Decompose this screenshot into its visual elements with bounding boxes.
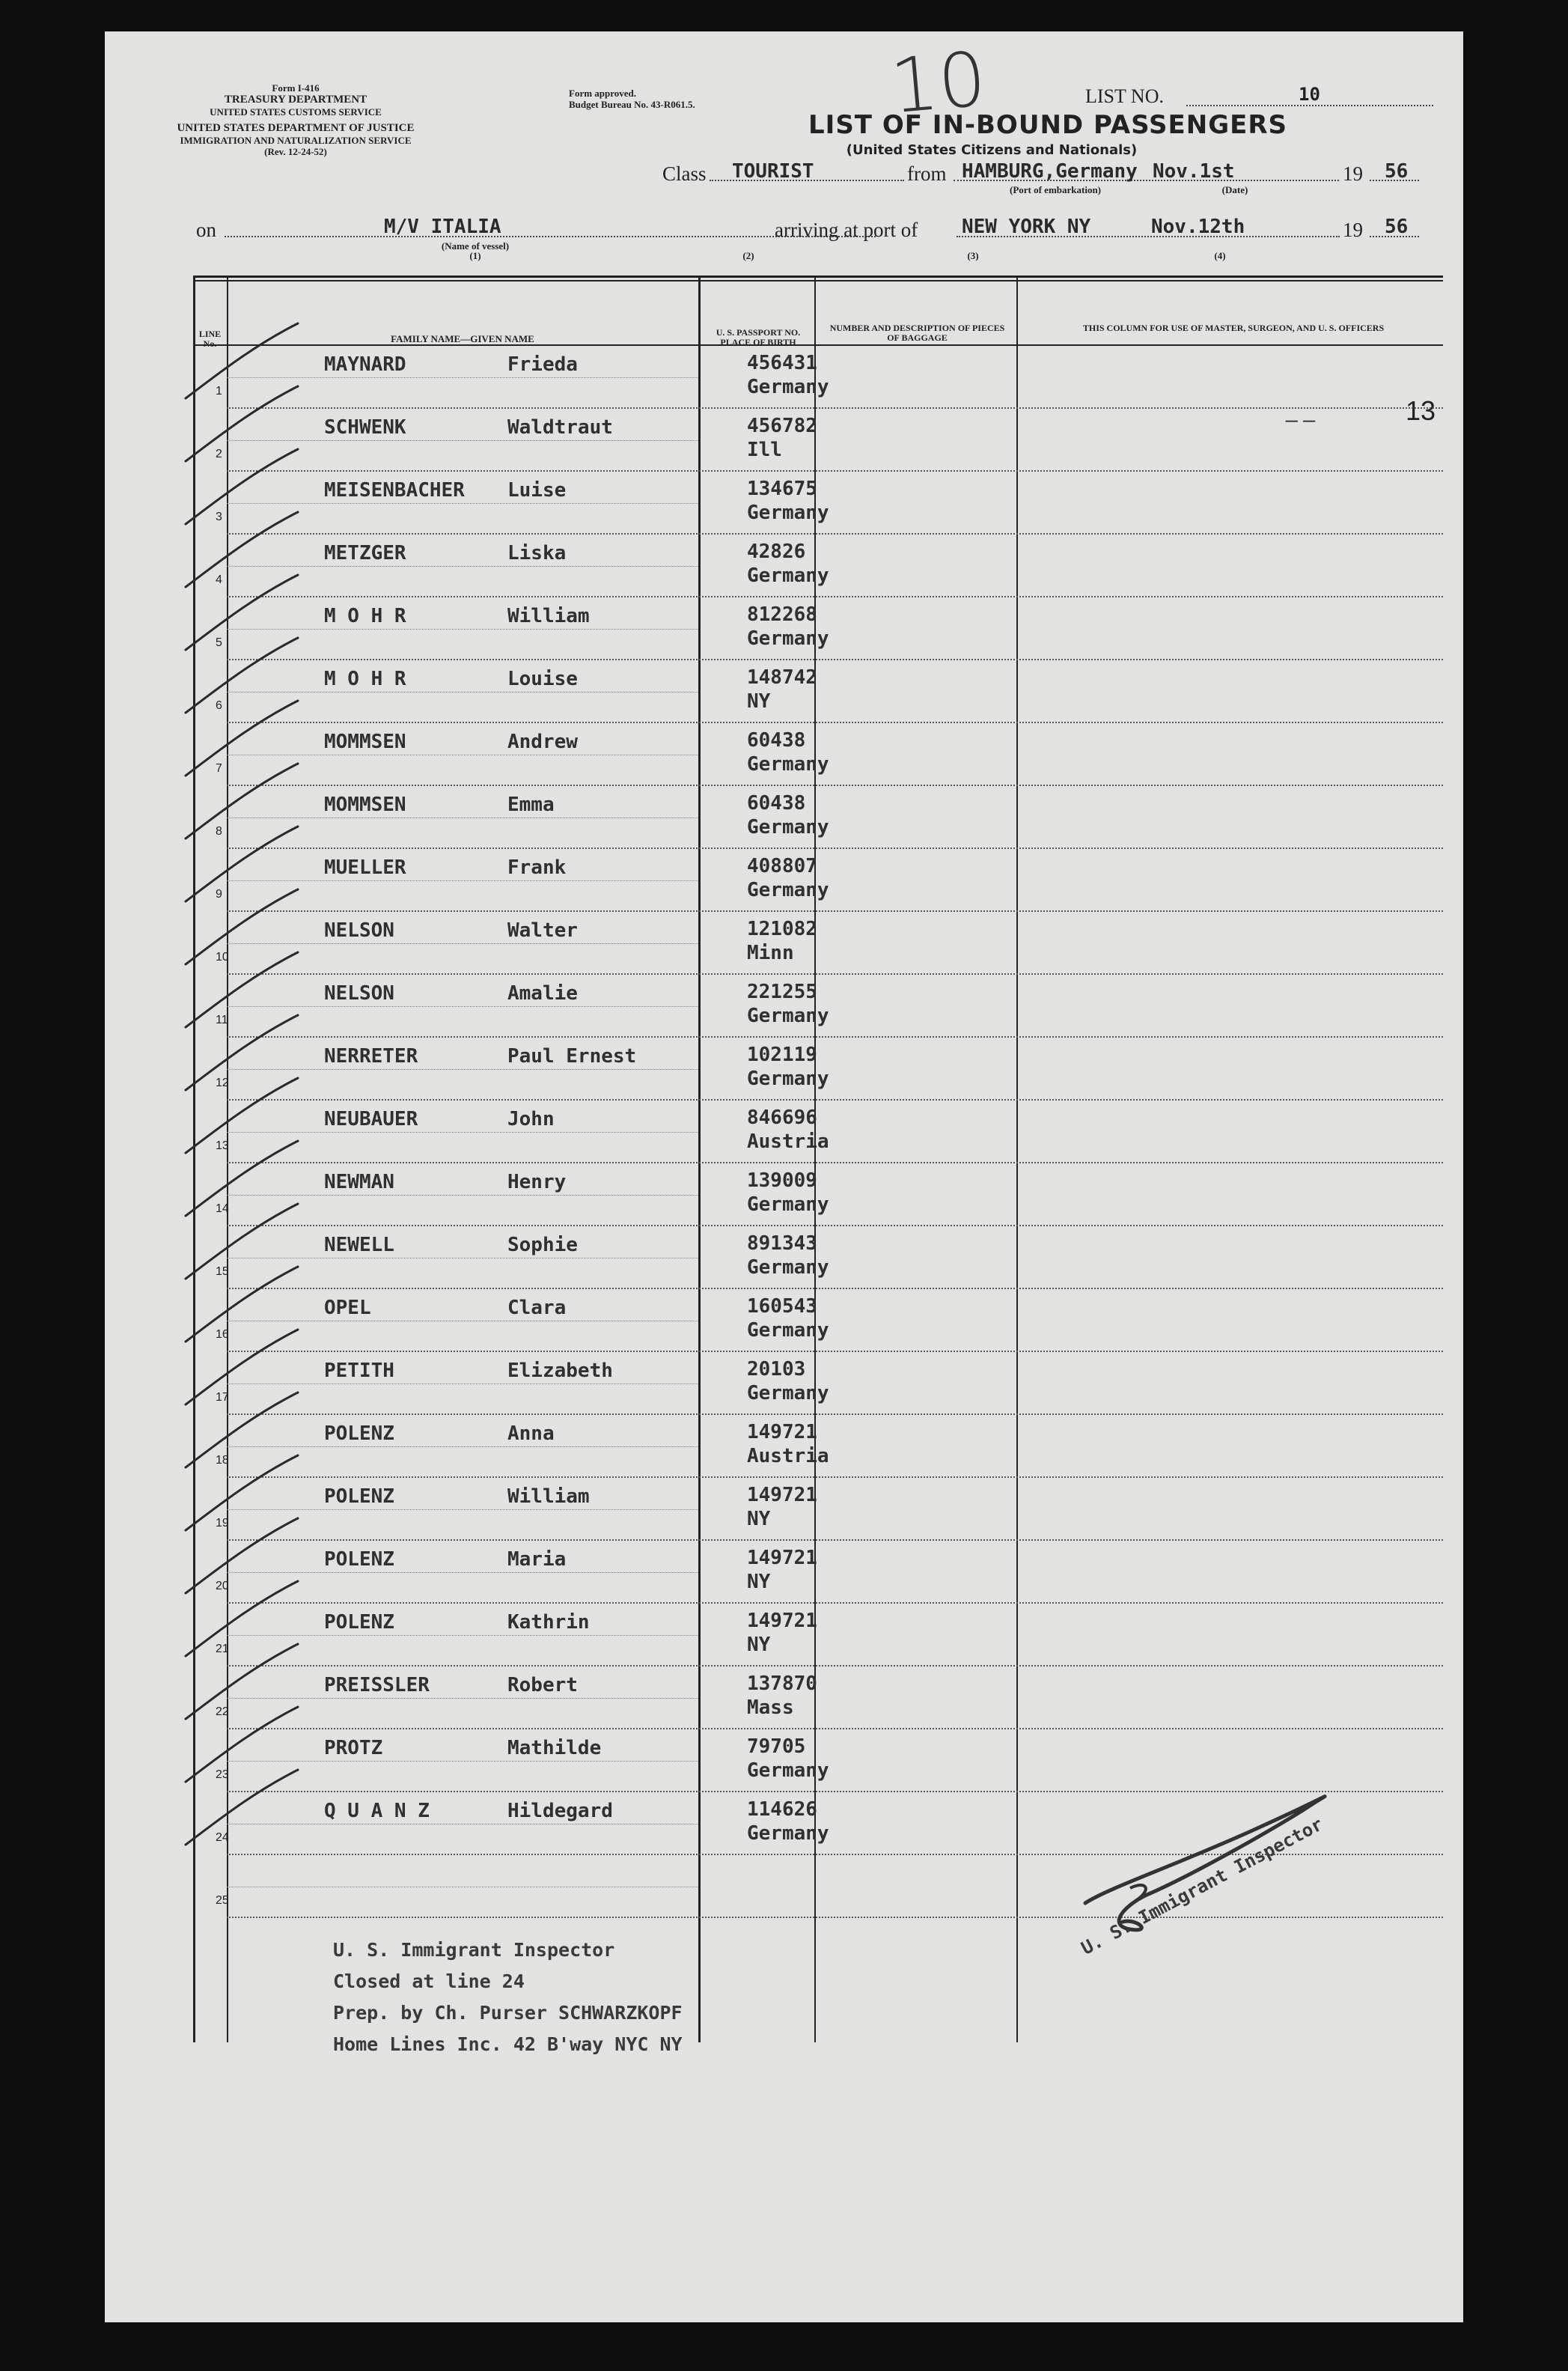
arrival-port-value: NEW YORK NY xyxy=(962,216,1091,238)
family-name: NEWMAN xyxy=(324,1171,394,1193)
year-value-1: 56 xyxy=(1385,160,1409,183)
family-name: POLENZ xyxy=(324,1548,394,1571)
given-name: Kathrin xyxy=(507,1611,590,1634)
rotated-inspector-stamp: U. S. Immigrant Inspector xyxy=(1078,1813,1327,1959)
family-name: SCHWENK xyxy=(324,416,406,439)
place-of-birth: NY xyxy=(747,1634,771,1656)
place-of-birth: Germany xyxy=(747,564,829,587)
header-passport: U. S. PASSPORT NO. PLACE OF BIRTH xyxy=(716,327,801,347)
header-name: FAMILY NAME—GIVEN NAME xyxy=(391,333,534,344)
family-name: PROTZ xyxy=(324,1737,383,1759)
family-name: POLENZ xyxy=(324,1611,394,1634)
passport-number: 160543 xyxy=(747,1295,817,1318)
footer-prepared-line: Prep. by Ch. Purser SCHWARZKOPF xyxy=(333,2002,683,2024)
line-number: 22 xyxy=(216,1705,229,1718)
document-title: LIST OF IN-BOUND PASSENGERS xyxy=(808,110,1287,140)
line-number: 18 xyxy=(216,1454,229,1467)
line-number: 15 xyxy=(216,1265,229,1278)
passport-number: 134675 xyxy=(747,478,817,500)
given-name: Amalie xyxy=(507,982,578,1005)
table-row xyxy=(193,1226,1443,1289)
place-of-birth: Germany xyxy=(747,1193,829,1216)
officer-note-number: 13 xyxy=(1406,395,1436,426)
given-name: Walter xyxy=(507,919,578,942)
passport-number: 149721 xyxy=(747,1547,817,1569)
table-row xyxy=(193,535,1443,597)
given-name: Waldtraut xyxy=(507,416,613,439)
table-row xyxy=(193,597,1443,660)
approval-line-1: Form approved. xyxy=(569,88,637,99)
year-value-2: 56 xyxy=(1385,216,1409,238)
handwritten-list-number: 10 xyxy=(887,34,990,131)
header-line-no: LINE No. xyxy=(198,329,222,349)
table-row xyxy=(193,849,1443,912)
line-number: 20 xyxy=(216,1580,229,1592)
place-of-birth: Austria xyxy=(747,1445,829,1467)
passport-number: 408807 xyxy=(747,855,817,877)
line-number: 9 xyxy=(216,888,222,901)
line-number: 21 xyxy=(216,1643,229,1655)
given-name: Frank xyxy=(507,856,567,879)
date-caption: (Date) xyxy=(1221,184,1248,195)
form-number: Form I-416 xyxy=(272,82,320,94)
family-name: METZGER xyxy=(324,542,406,564)
from-date-value: Nov.1st xyxy=(1153,160,1235,183)
place-of-birth: Germany xyxy=(747,376,829,398)
family-name: MEISENBACHER xyxy=(324,479,465,502)
line-number: 11 xyxy=(216,1014,228,1026)
given-name: Elizabeth xyxy=(507,1360,613,1382)
line-number: 13 xyxy=(216,1139,229,1152)
from-label: from xyxy=(907,162,947,185)
line-number: 3 xyxy=(216,511,222,523)
place-of-birth: Germany xyxy=(747,1256,829,1279)
passport-number: 121082 xyxy=(747,918,817,940)
passport-number: 42826 xyxy=(747,541,806,563)
line-number: 4 xyxy=(216,573,222,586)
table-row xyxy=(193,912,1443,975)
passport-number: 79705 xyxy=(747,1735,806,1758)
col-num-3: (3) xyxy=(967,250,979,261)
place-of-birth: NY xyxy=(747,690,771,713)
header-baggage: NUMBER AND DESCRIPTION OF PIECES OF BAGGAGE xyxy=(829,323,1005,343)
line-number: 7 xyxy=(216,762,222,775)
passport-number: 114626 xyxy=(747,1798,817,1821)
family-name: NEUBAUER xyxy=(324,1108,418,1130)
given-name: John xyxy=(507,1108,555,1130)
port-caption: (Port of embarkation) xyxy=(1009,184,1102,195)
family-name: MOMMSEN xyxy=(324,794,406,816)
family-name: NEWELL xyxy=(324,1234,394,1256)
line-number: 23 xyxy=(216,1768,229,1781)
year-prefix-2: 19 xyxy=(1343,219,1363,241)
place-of-birth: Minn xyxy=(747,942,794,964)
family-name: PREISSLER xyxy=(324,1674,430,1696)
place-of-birth: Austria xyxy=(747,1130,829,1153)
family-name: MOMMSEN xyxy=(324,731,406,753)
passport-number: 148742 xyxy=(747,666,817,689)
given-name: Maria xyxy=(507,1548,567,1571)
family-name: Q U A N Z xyxy=(324,1800,430,1822)
arrival-date-value: Nov.12th xyxy=(1151,216,1245,238)
table-row xyxy=(193,472,1443,535)
table-row xyxy=(193,1478,1443,1541)
given-name: William xyxy=(507,605,590,627)
given-name: Hildegard xyxy=(507,1800,613,1822)
given-name: Andrew xyxy=(507,731,578,753)
place-of-birth: Germany xyxy=(747,627,829,650)
line-number: 25 xyxy=(216,1894,229,1907)
footer-agent-line: Home Lines Inc. 42 B'way NYC NY xyxy=(333,2033,683,2055)
table-row xyxy=(193,1352,1443,1415)
place-of-birth: Germany xyxy=(747,1319,829,1342)
passport-number: 149721 xyxy=(747,1484,817,1506)
list-no-label: LIST NO. xyxy=(1085,85,1164,107)
table-top-rule xyxy=(193,276,1443,278)
line-number: 19 xyxy=(216,1517,229,1530)
approval-line-2: Budget Bureau No. 43-R061.5. xyxy=(569,99,695,110)
family-name: POLENZ xyxy=(324,1485,394,1508)
place-of-birth: NY xyxy=(747,1571,771,1593)
passport-number: 846696 xyxy=(747,1107,817,1129)
place-of-birth: Germany xyxy=(747,1759,829,1782)
table-row xyxy=(193,346,1443,409)
line-number: 12 xyxy=(216,1077,229,1089)
table-row xyxy=(193,1289,1443,1352)
passport-number: 891343 xyxy=(747,1232,817,1255)
justice-dept: UNITED STATES DEPARTMENT OF JUSTICE xyxy=(177,122,415,134)
table-row xyxy=(193,1541,1443,1604)
given-name: Luise xyxy=(507,479,567,502)
table-top-rule-2 xyxy=(193,280,1443,281)
header-officers: THIS COLUMN FOR USE OF MASTER, SURGEON, AND U. S. OFFICERS xyxy=(1082,323,1385,333)
table-row xyxy=(193,409,1443,472)
place-of-birth: Mass xyxy=(747,1696,794,1719)
passport-number: 60438 xyxy=(747,792,806,815)
passport-number: 149721 xyxy=(747,1421,817,1443)
col-num-2: (2) xyxy=(742,250,754,261)
place-of-birth: Germany xyxy=(747,879,829,901)
passport-number: 139009 xyxy=(747,1169,817,1192)
vessel-value: M/V ITALIA xyxy=(384,216,501,238)
given-name: Sophie xyxy=(507,1234,578,1256)
vessel-caption: (Name of vessel) xyxy=(441,240,510,252)
table-row xyxy=(193,1101,1443,1163)
given-name: Paul Ernest xyxy=(507,1045,637,1068)
place-of-birth: Germany xyxy=(747,502,829,524)
place-of-birth: Ill xyxy=(747,439,782,461)
list-no-text: 10 xyxy=(1299,84,1320,105)
class-label: Class xyxy=(662,162,707,185)
line-number: 1 xyxy=(216,385,222,398)
footer-inspector-line: U. S. Immigrant Inspector xyxy=(333,1939,615,1961)
ins-service: IMMIGRATION AND NATURALIZATION SERVICE xyxy=(180,135,412,146)
family-name: NELSON xyxy=(324,982,394,1005)
treasury-dept: TREASURY DEPARTMENT xyxy=(224,94,367,106)
given-name: Emma xyxy=(507,794,555,816)
place-of-birth: Germany xyxy=(747,1822,829,1845)
place-of-birth: Germany xyxy=(747,753,829,776)
arriving-label: arriving at port of xyxy=(775,219,918,241)
given-name: Frieda xyxy=(507,353,578,376)
place-of-birth: NY xyxy=(747,1508,771,1530)
line-number: 10 xyxy=(216,951,229,964)
family-name: MUELLER xyxy=(324,856,406,879)
given-name: Henry xyxy=(507,1171,567,1193)
given-name: Anna xyxy=(507,1422,555,1445)
class-value: TOURIST xyxy=(732,160,814,183)
line-number: 14 xyxy=(216,1202,229,1215)
line-number: 5 xyxy=(216,636,222,649)
line-number: 16 xyxy=(216,1328,229,1341)
place-of-birth: Germany xyxy=(747,1005,829,1027)
given-name: Liska xyxy=(507,542,567,564)
family-name: PETITH xyxy=(324,1360,394,1382)
given-name: Clara xyxy=(507,1297,567,1319)
place-of-birth: Germany xyxy=(747,816,829,838)
table-row xyxy=(193,660,1443,723)
customs-service: UNITED STATES CUSTOMS SERVICE xyxy=(210,106,382,118)
passport-number: 456782 xyxy=(747,415,817,437)
footer-closed-line: Closed at line 24 xyxy=(333,1970,525,1992)
from-port-value: HAMBURG,Germany xyxy=(962,160,1138,183)
family-name: M O H R xyxy=(324,668,406,690)
form-sheet xyxy=(105,31,1463,2322)
table-row xyxy=(193,975,1443,1038)
form-id-block xyxy=(172,82,419,157)
place-of-birth: Germany xyxy=(747,1382,829,1404)
table-row xyxy=(193,1667,1443,1729)
table-row xyxy=(193,1038,1443,1101)
document-subtitle: (United States Citizens and Nationals) xyxy=(846,142,1138,158)
passport-number: 456431 xyxy=(747,352,817,374)
family-name: NERRETER xyxy=(324,1045,418,1068)
vessel-caption-num: (1) xyxy=(469,250,481,261)
line-number: 2 xyxy=(216,448,222,460)
given-name: Robert xyxy=(507,1674,578,1696)
passport-number: 812268 xyxy=(747,603,817,626)
family-name: M O H R xyxy=(324,605,406,627)
family-name: NELSON xyxy=(324,919,394,942)
table-row xyxy=(193,786,1443,849)
family-name: OPEL xyxy=(324,1297,371,1319)
col-num-4: (4) xyxy=(1214,250,1226,261)
line-number: 17 xyxy=(216,1391,229,1404)
passport-number: 60438 xyxy=(747,729,806,752)
table-row xyxy=(193,723,1443,786)
given-name: Mathilde xyxy=(507,1737,602,1759)
table-row xyxy=(193,1163,1443,1226)
family-name: POLENZ xyxy=(324,1422,394,1445)
table-row xyxy=(193,1415,1443,1478)
form-revision: (Rev. 12-24-52) xyxy=(264,146,327,157)
passport-number: 20103 xyxy=(747,1358,806,1381)
passport-number: 102119 xyxy=(747,1044,817,1066)
passport-number: 221255 xyxy=(747,981,817,1003)
passport-number: 149721 xyxy=(747,1610,817,1632)
family-name: MAYNARD xyxy=(324,353,406,376)
year-prefix-1: 19 xyxy=(1343,162,1363,185)
checkmark-icon xyxy=(171,1762,305,1852)
line-number: 8 xyxy=(216,825,222,838)
line-number: 6 xyxy=(216,699,222,712)
line-number: 24 xyxy=(216,1831,229,1844)
given-name: Louise xyxy=(507,668,578,690)
on-label: on xyxy=(196,219,216,241)
place-of-birth: Germany xyxy=(747,1068,829,1090)
approval-block xyxy=(569,88,801,110)
list-no-value xyxy=(1186,84,1433,106)
passport-number: 137870 xyxy=(747,1673,817,1695)
officer-note-dashes: _ _ xyxy=(1286,399,1315,422)
given-name: William xyxy=(507,1485,590,1508)
table-row xyxy=(193,1604,1443,1667)
